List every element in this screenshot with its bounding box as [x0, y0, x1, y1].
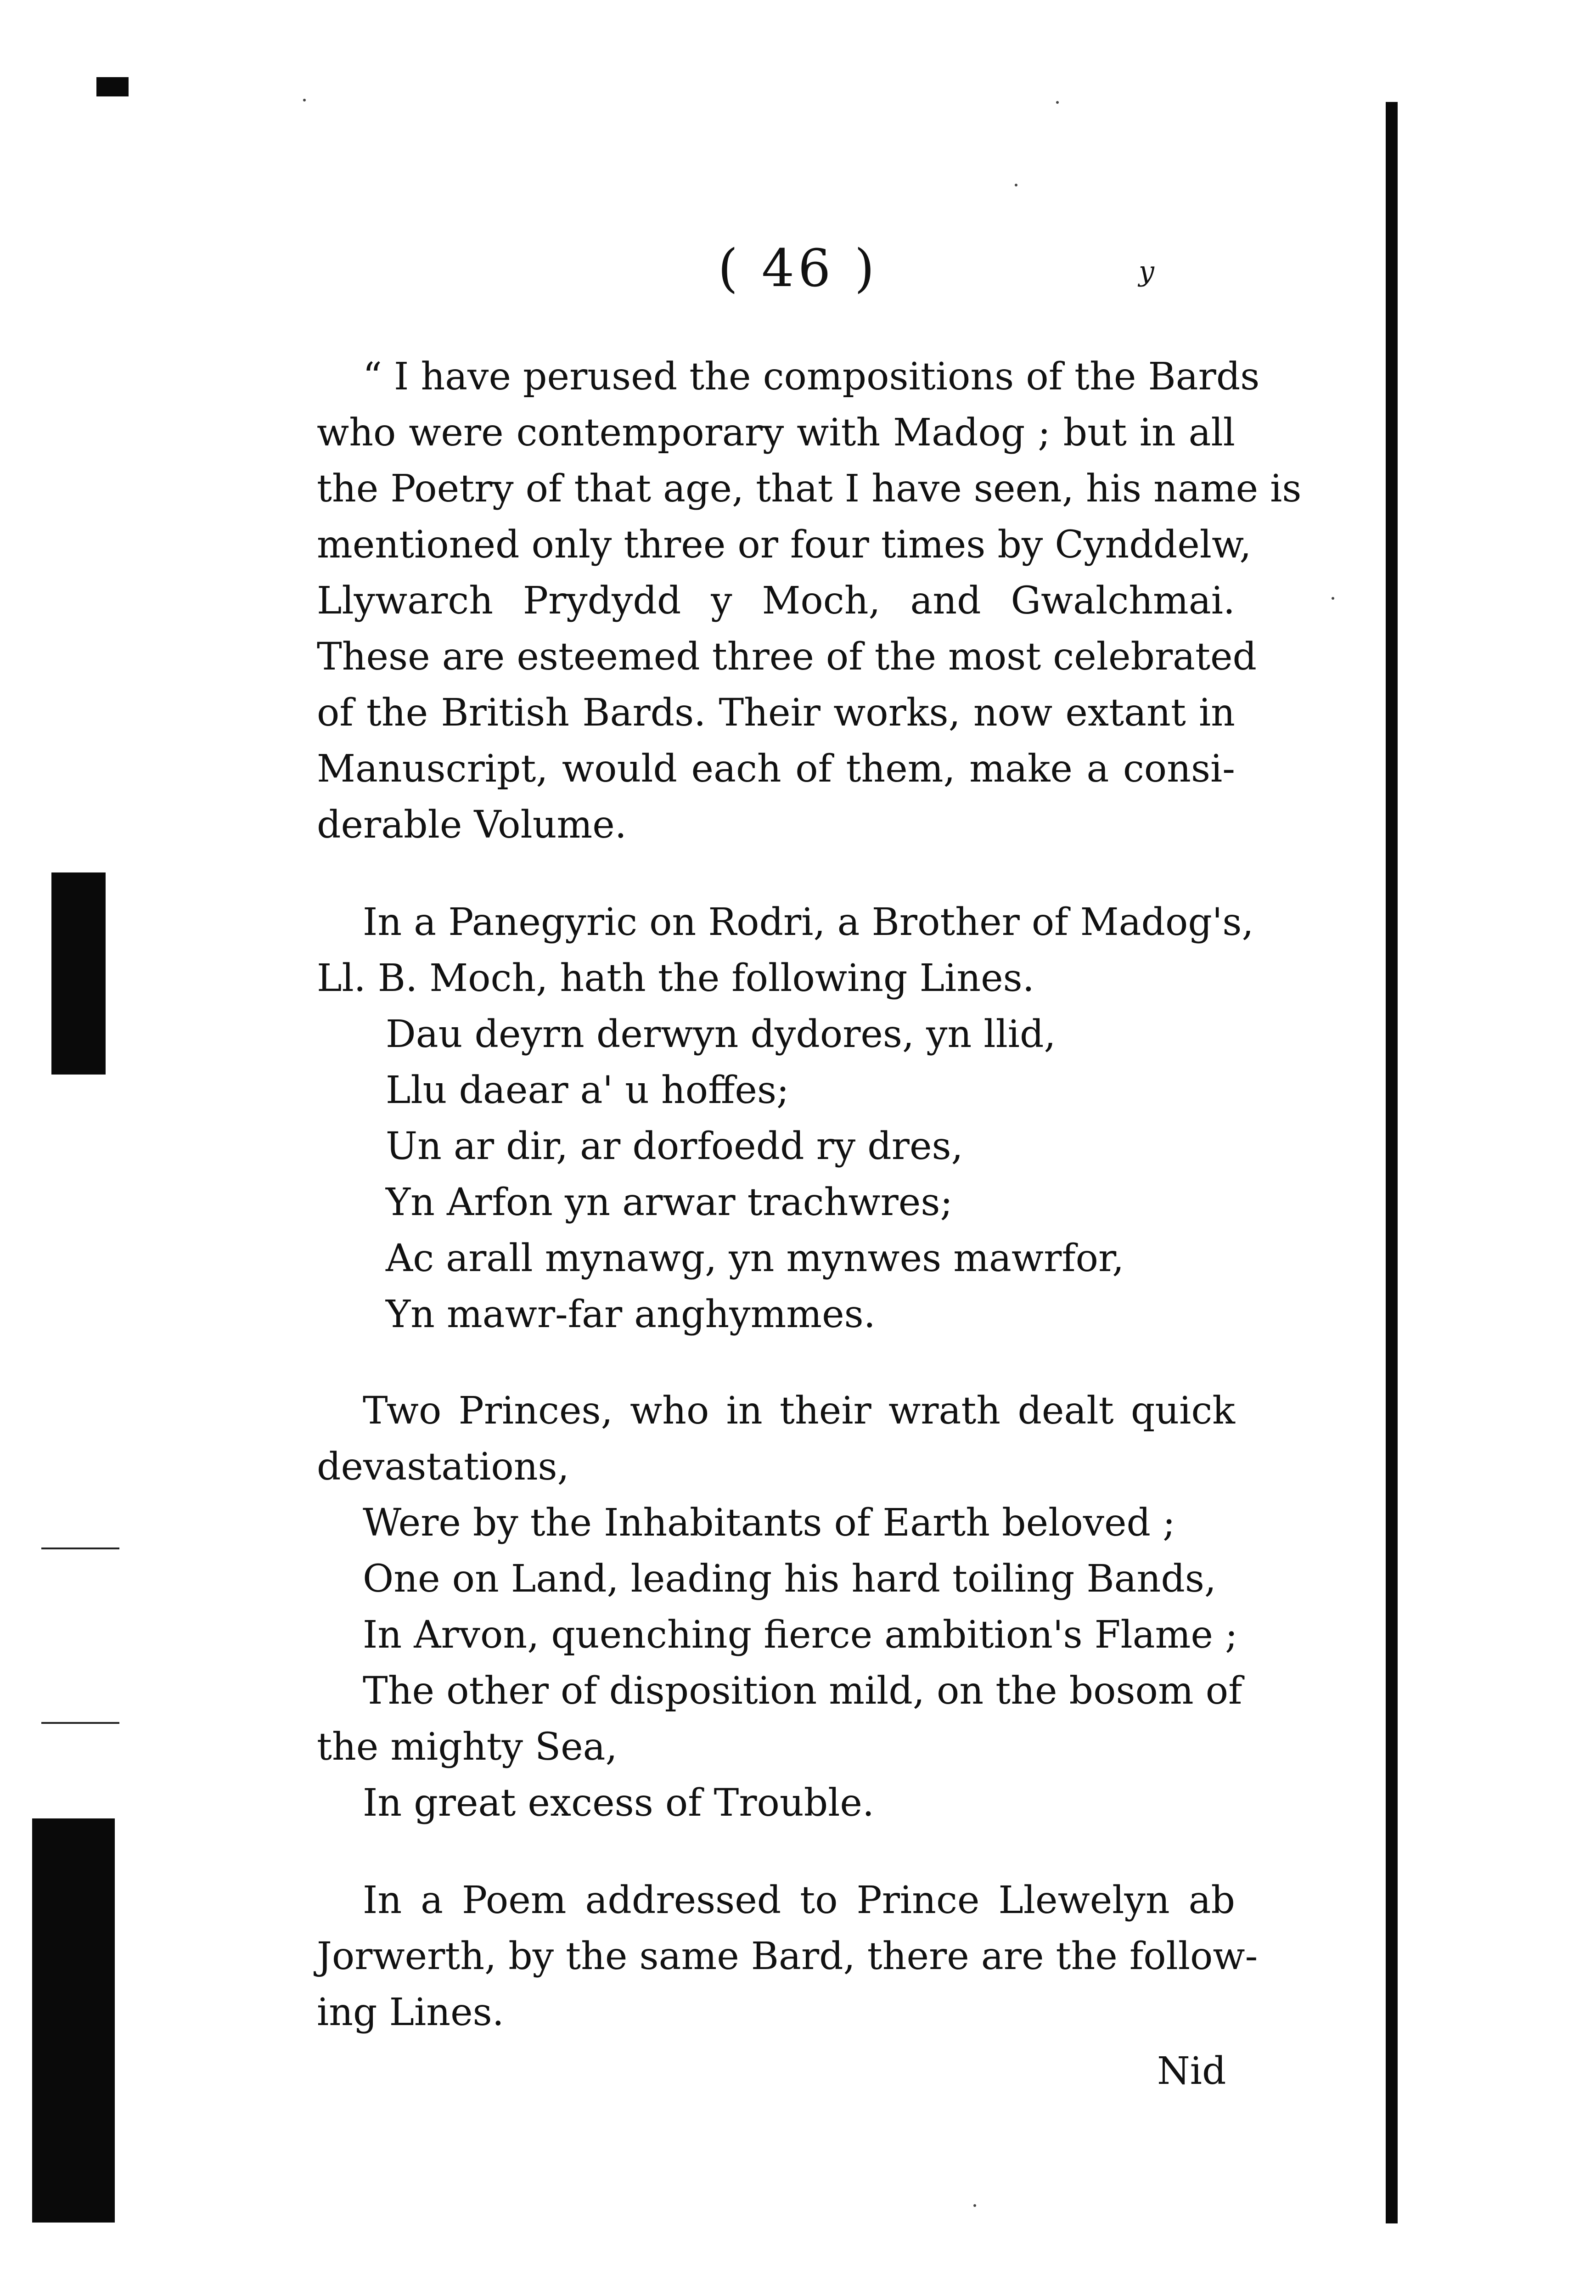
welsh-verse-line: Un ar dir, ar dorfoedd ry dres, — [386, 1125, 963, 1168]
quote-line: of the British Bards. Their works, now extant in — [317, 691, 1235, 735]
quote-line: These are esteemed three of the most celebrated — [317, 635, 1257, 679]
speck — [973, 2204, 976, 2207]
quote-line: who were contemporary with Madog ; but in all — [317, 411, 1235, 455]
quote-line: Manuscript, would each of them, make a consi- — [317, 747, 1235, 791]
translation-line: One on Land, leading his hard toiling Bands, — [363, 1557, 1216, 1601]
speck — [303, 99, 306, 101]
welsh-verse-line: Llu daear a' u hoffes; — [386, 1069, 789, 1112]
corner-ink-mark — [96, 77, 129, 96]
right-margin-rule — [1386, 102, 1398, 2223]
quote-line: the Poetry of that age, that I have seen, his name is — [317, 467, 1302, 511]
quote-line: derable Volume. — [317, 803, 627, 847]
left-margin-block-upper — [51, 872, 106, 1075]
quote-line: “ I have perused the compositions of the Bards — [363, 355, 1260, 399]
translation-line: Were by the Inhabitants of Earth beloved ; — [363, 1501, 1175, 1545]
quote-line: mentioned only three or four times by Cynddelw, — [317, 523, 1252, 567]
welsh-verse-line: Yn mawr-far anghymmes. — [386, 1293, 876, 1336]
welsh-verse-line: Yn Arfon yn arwar trachwres; — [386, 1181, 953, 1224]
poem-intro-line: Jorwerth, by the same Bard, there are the follow- — [317, 1935, 1258, 1978]
poem-intro-line: ing Lines. — [317, 1991, 504, 2034]
poem-intro-line: In a Poem addressed to Prince Llewelyn ab — [363, 1879, 1235, 1922]
speck — [1015, 184, 1017, 186]
welsh-verse-line: Ac arall mynawg, yn mynwes mawrfor, — [386, 1237, 1124, 1280]
welsh-verse-line: Dau deyrn derwyn dydores, yn llid, — [386, 1013, 1056, 1056]
translation-line: Two Princes, who in their wrath dealt quick — [363, 1389, 1235, 1433]
panegyric-intro-line: Ll. B. Moch, hath the following Lines. — [317, 957, 1034, 1000]
quote-line: Llywarch Prydydd y Moch, and Gwalchmai. — [317, 579, 1235, 623]
speck — [1056, 101, 1059, 104]
translation-line: The other of disposition mild, on the bosom of — [363, 1669, 1242, 1713]
page-number: ( 46 ) — [718, 239, 878, 298]
left-margin-tick-upper — [41, 1548, 119, 1549]
translation-line: In great excess of Trouble. — [363, 1781, 875, 1825]
speck — [1332, 597, 1334, 600]
stray-mark: y — [1139, 255, 1154, 287]
translation-line: In Arvon, quenching fierce ambition's Flame ; — [363, 1613, 1238, 1657]
translation-line: the mighty Sea, — [317, 1725, 618, 1769]
panegyric-intro-line: In a Panegyric on Rodri, a Brother of Madog's, — [363, 900, 1254, 944]
left-margin-tick-lower — [41, 1722, 119, 1724]
left-margin-block-lower — [32, 1818, 115, 2223]
catchword: Nid — [1157, 2049, 1226, 2093]
translation-line: devastations, — [317, 1445, 569, 1489]
